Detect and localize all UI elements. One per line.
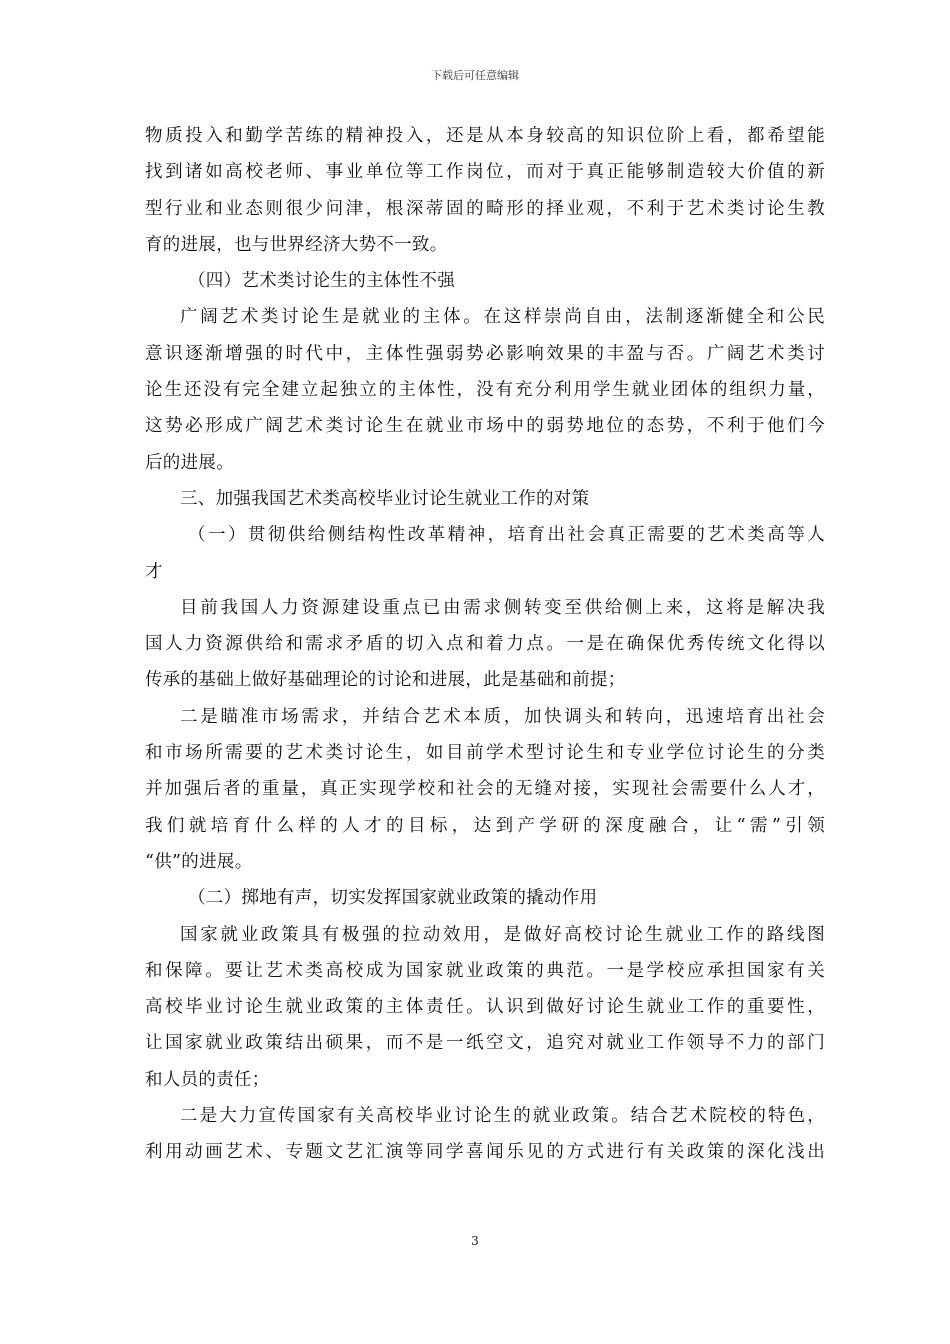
- text-line: 国人力资源供给和需求矛盾的切入点和着力点。一是在确保优秀传统文化得以: [145, 634, 825, 655]
- text-line: 这势必形成广阔艺术类讨论生在就业市场中的弱势地位的态势，不利于他们今: [145, 416, 825, 437]
- section-heading: （二）掷地有声，切实发挥国家就业政策的撬动作用: [188, 888, 598, 909]
- text-line: 后的进展。: [145, 452, 234, 473]
- text-line: 和人员的责任；: [145, 1069, 270, 1090]
- text-line: “供”的进展。: [145, 851, 253, 872]
- text-line: 育的进展，也与世界经济大势不一致。: [145, 234, 448, 255]
- text-line: 目前我国人力资源建设重点已由需求侧转变至供给侧上来，这将是解决我: [180, 597, 825, 618]
- text-line: 和市场所需要的艺术类讨论生，如目前学术型讨论生和专业学位讨论生的分类: [145, 743, 825, 764]
- text-line: 并加强后者的重量，真正实现学校和社会的无缝对接，实现社会需要什么人才，: [145, 779, 825, 800]
- text-line: 论生还没有完全建立起独立的主体性，没有充分利用学生就业团体的组织力量，: [145, 380, 825, 401]
- page-header: 下载后可任意编辑: [431, 69, 519, 82]
- text-line: 让国家就业政策结出硕果，而不是一纸空文，追究对就业工作领导不力的部门: [145, 1033, 825, 1054]
- text-line: 物质投入和勤学苦练的精神投入，还是从本身较高的知识位阶上看，都希望能: [145, 126, 825, 146]
- text-line: 型行业和业态则很少问津，根深蒂固的畸形的择业观，不利于艺术类讨论生教: [145, 198, 825, 219]
- text-line: 意识逐渐增强的时代中，主体性强弱势必影响效果的丰盈与否。广阔艺术类讨: [145, 343, 825, 364]
- text-line: 二是瞄准市场需求，并结合艺术本质，加快调头和转向，迅速培育出社会: [180, 706, 825, 727]
- text-line: 利用动画艺术、专题文艺汇演等同学喜闻乐见的方式进行有关政策的深化浅出: [145, 1142, 825, 1163]
- page-number: 3: [471, 1234, 479, 1248]
- section-heading: （四）艺术类讨论生的主体性不强: [188, 271, 455, 292]
- section-heading: （一）贯彻供给侧结构性改革精神，培育出社会真正需要的艺术类高等人: [188, 525, 825, 546]
- text-line: 找到诸如高校老师、事业单位等工作岗位，而对于真正能够制造较大价值的新: [145, 162, 825, 183]
- section-heading: 三、加强我国艺术类高校毕业讨论生就业工作的对策: [180, 488, 590, 509]
- document-body: [145, 118, 825, 1171]
- section-heading: 才: [145, 561, 163, 582]
- text-line: 高校毕业讨论生就业政策的主体责任。认识到做好讨论生就业工作的重要性，: [145, 997, 825, 1018]
- text-line: 广阔艺术类讨论生是就业的主体。在这样崇尚自由，法制逐渐健全和公民: [180, 307, 825, 328]
- text-line: 国家就业政策具有极强的拉动效用，是做好高校讨论生就业工作的路线图: [180, 924, 825, 945]
- text-line: 我们就培育什么样的人才的目标，达到产学研的深度融合，让“需”引领: [145, 815, 825, 836]
- text-line: 传承的基础上做好基础理论的讨论和进展，此是基础和前提；: [145, 670, 626, 691]
- text-line: 二是大力宣传国家有关高校毕业讨论生的就业政策。结合艺术院校的特色，: [180, 1106, 825, 1127]
- text-line: 和保障。要让艺术类高校成为国家就业政策的典范。一是学校应承担国家有关: [145, 960, 825, 981]
